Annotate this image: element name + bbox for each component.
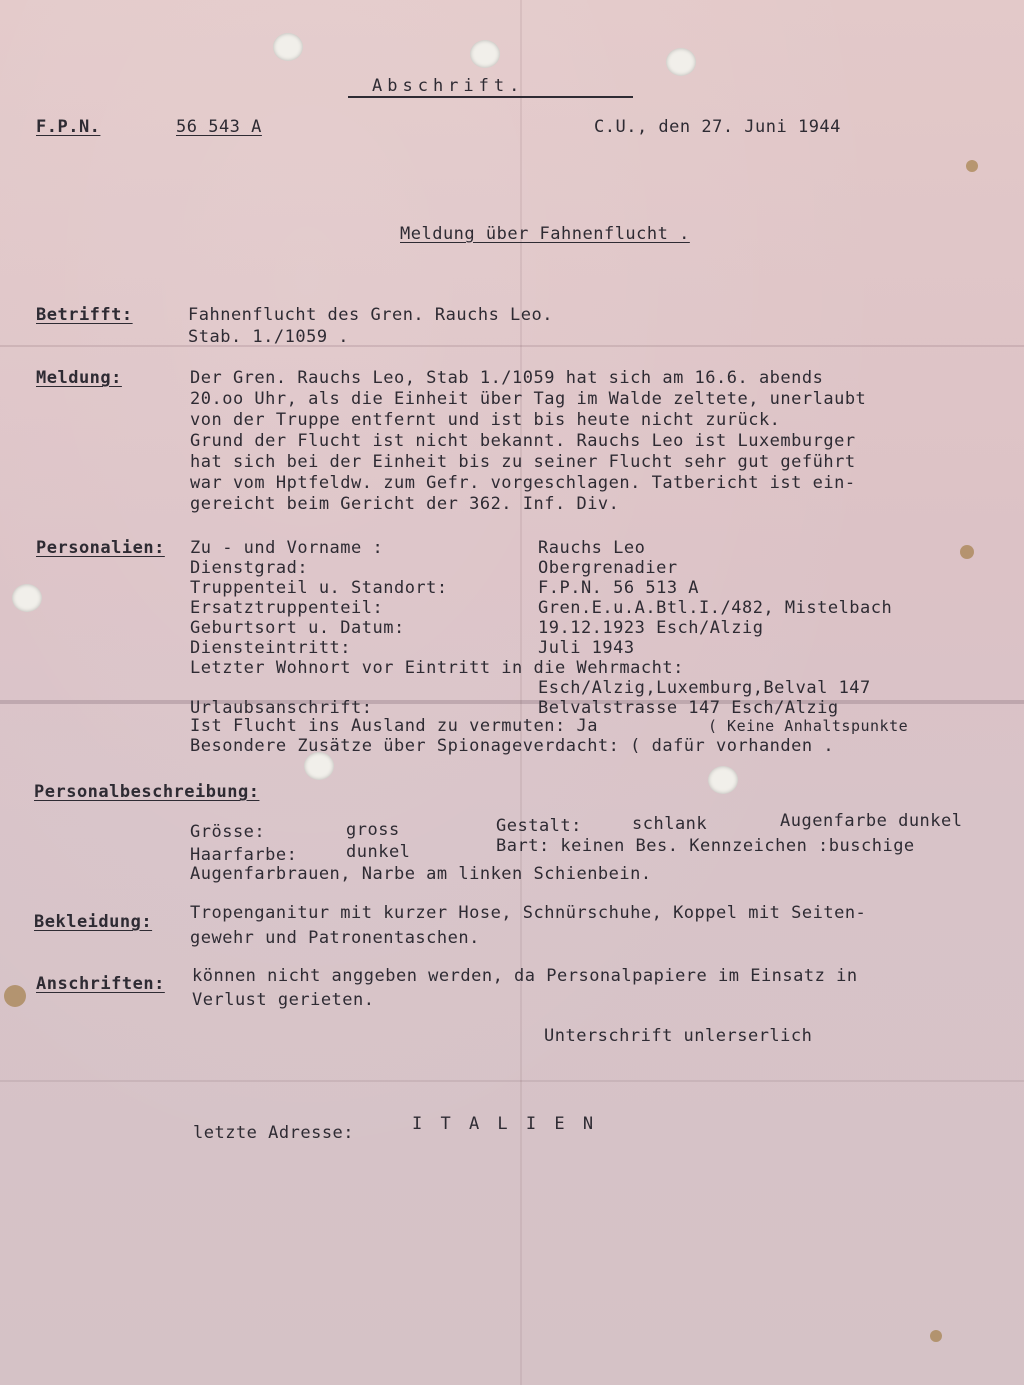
document-title: Abschrift. — [372, 76, 525, 96]
meldung-line: hat sich bei der Einheit bis zu seiner Flucht sehr gut geführt — [190, 452, 856, 472]
fold-crease — [0, 1080, 1024, 1082]
subject-title: Meldung über Fahnenflucht . — [400, 224, 690, 244]
meldung-line: gereicht beim Gericht der 362. Inf. Div. — [190, 494, 620, 514]
betrifft-label: Betrifft: — [36, 305, 133, 325]
beschreibung-line: Augenfarbrauen, Narbe am linken Schienbein. — [190, 864, 652, 884]
betrifft-line: Fahnenflucht des Gren. Rauchs Leo. — [188, 305, 553, 325]
urlaub-field: Urlaubsanschrift: — [190, 698, 373, 718]
fpn-number: 56 543 A — [176, 117, 262, 137]
ausland-field: Ist Flucht ins Ausland zu vermuten: Ja — [190, 716, 598, 736]
urlaub-value: Belvalstrasse 147 Esch/Alzig — [538, 698, 839, 718]
title-underline — [348, 96, 633, 98]
personalien-value: Gren.E.u.A.Btl.I./482, Mistelbach — [538, 598, 893, 618]
punch-hole — [708, 766, 738, 794]
personalien-value: 19.12.1923 Esch/Alzig — [538, 618, 764, 638]
anschriften-label: Anschriften: — [36, 974, 165, 994]
bekleidung-line: Tropenganitur mit kurzer Hose, Schnürschuhe, Koppel mit Seiten- — [190, 903, 867, 923]
fpn-label: F.P.N. — [36, 117, 101, 137]
personalien-field: Truppenteil u. Standort: — [190, 578, 448, 598]
meldung-line: 20.oo Uhr, als die Einheit über Tag im Walde zeltete, unerlaubt — [190, 389, 867, 409]
fold-crease — [0, 700, 1024, 704]
signature-note: Unterschrift unlerserlich — [544, 1026, 813, 1046]
bekleidung-label: Bekleidung: — [34, 912, 153, 932]
stain — [930, 1330, 942, 1342]
bart-line: Bart: keinen Bes. Kennzeichen :buschige — [496, 836, 915, 856]
last-address-label: letzte Adresse: — [193, 1123, 355, 1143]
punch-hole — [273, 33, 303, 61]
punch-hole — [666, 48, 696, 76]
meldung-line: Der Gren. Rauchs Leo, Stab 1./1059 hat sich am 16.6. abends — [190, 368, 824, 388]
haarfarbe-value: dunkel — [346, 842, 411, 862]
personalien-field: Ersatztruppenteil: — [190, 598, 384, 618]
personalien-value: Rauchs Leo — [538, 538, 646, 558]
place-date: C.U., den 27. Juni 1944 — [594, 117, 841, 137]
personalien-value: F.P.N. 56 513 A — [538, 578, 700, 598]
ausland-note: ( Keine Anhaltspunkte — [708, 717, 909, 735]
fold-crease — [520, 0, 522, 1385]
gestalt-label: Gestalt: — [496, 816, 582, 836]
last-address-value: I T A L I E N — [412, 1114, 598, 1134]
betrifft-line: Stab. 1./1059 . — [188, 327, 350, 347]
anschriften-line: können nicht anggeben werden, da Personalpapiere im Einsatz in — [192, 966, 858, 986]
personalien-value: Obergrenadier — [538, 558, 678, 578]
meldung-line: von der Truppe entfernt und ist bis heute nicht zurück. — [190, 410, 781, 430]
spionage-field: Besondere Zusätze über Spionageverdacht: ( dafür vorhanden . — [190, 736, 835, 756]
punch-hole — [470, 40, 500, 68]
stain — [960, 545, 974, 559]
anschriften-line: Verlust gerieten. — [192, 990, 375, 1010]
wohnort-value: Esch/Alzig,Luxemburg,Belval 147 — [538, 678, 871, 698]
meldung-label: Meldung: — [36, 368, 122, 388]
personalien-field: Zu - und Vorname : — [190, 538, 384, 558]
meldung-line: war vom Hptfeldw. zum Gefr. vorgeschlagen. Tatbericht ist ein- — [190, 473, 856, 493]
personalien-field: Geburtsort u. Datum: — [190, 618, 405, 638]
groesse-label: Grösse: — [190, 822, 266, 842]
personalien-label: Personalien: — [36, 538, 165, 558]
haarfarbe-label: Haarfarbe: — [190, 845, 298, 865]
augenfarbe: Augenfarbe dunkel — [780, 811, 963, 831]
personalien-field: Dienstgrad: — [190, 558, 309, 578]
groesse-value: gross — [346, 820, 400, 840]
punch-hole — [304, 752, 334, 780]
meldung-line: Grund der Flucht ist nicht bekannt. Rauchs Leo ist Luxemburger — [190, 431, 856, 451]
gestalt-value: schlank — [632, 814, 708, 834]
bekleidung-line: gewehr und Patronentaschen. — [190, 928, 480, 948]
stain — [4, 985, 26, 1007]
punch-hole — [12, 584, 42, 612]
personalbeschreibung-label: Personalbeschreibung: — [34, 782, 260, 802]
personalien-value: Juli 1943 — [538, 638, 635, 658]
wohnort-field: Letzter Wohnort vor Eintritt in die Wehrmacht: — [190, 658, 684, 678]
personalien-field: Diensteintritt: — [190, 638, 352, 658]
stain — [966, 160, 978, 172]
fold-crease — [0, 345, 1024, 347]
